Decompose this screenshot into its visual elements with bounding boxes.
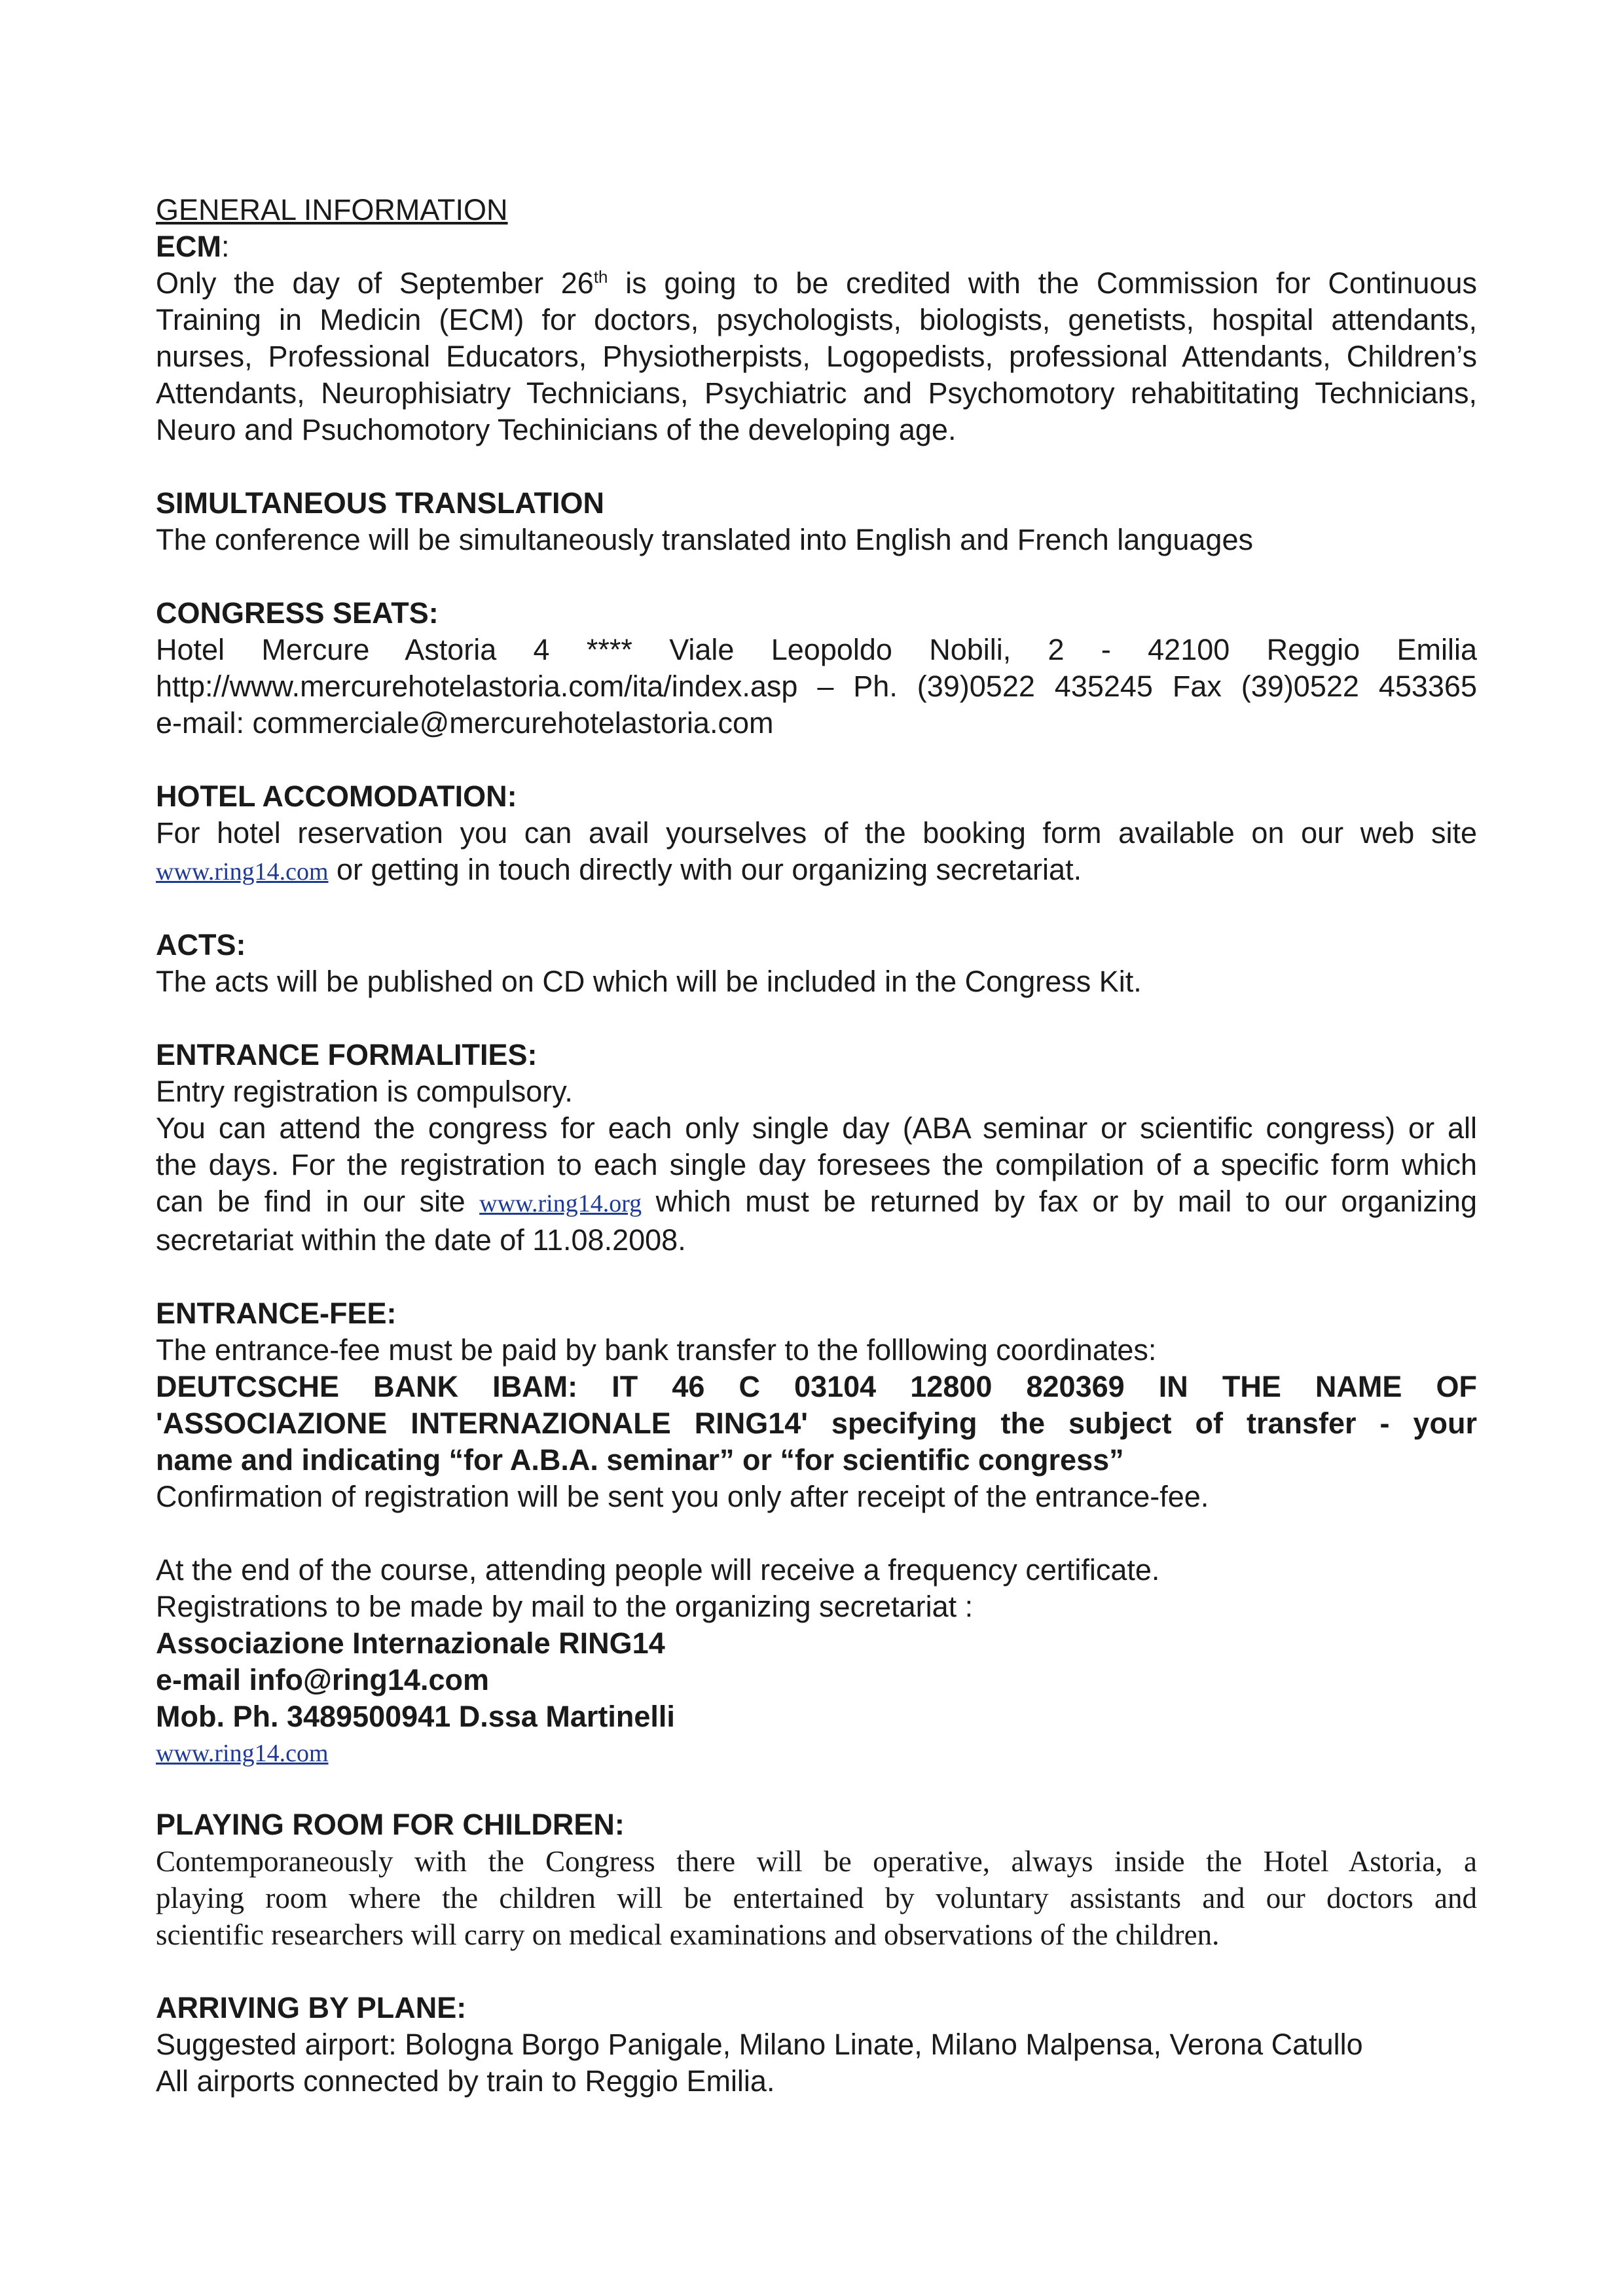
ecm-line-1 <box>156 265 1477 302</box>
hotel-line-2 <box>156 852 1477 890</box>
ecm-line-5: Neuro and Psuchomotory Techinicians of the developing age. <box>156 413 957 446</box>
translation-heading: SIMULTANEOUS TRANSLATION <box>156 486 604 520</box>
ecm-heading-line <box>156 228 1477 265</box>
entrance-line-1: Entry registration is compulsory. <box>156 1075 573 1108</box>
hotel-heading: HOTEL ACCOMODATION: <box>156 780 517 813</box>
ecm-line-3: nurses, Professional Educators, Physiotherpists, Logopedists, professional Attendants, Children’s <box>156 340 1477 373</box>
contact-link-line <box>156 1735 1477 1770</box>
hotel-line-1: For hotel reservation you can avail yourselves of the booking form available on our web site <box>156 816 1477 850</box>
acts-heading: ACTS: <box>156 928 246 961</box>
playing-room-line-2: playing room where the children will be entertained by voluntary assistants and our doctors and <box>156 1882 1477 1914</box>
translation-text: The conference will be simultaneously translated into English and French languages <box>156 523 1253 556</box>
ecm-line-1-pre: Only the day of September 26 <box>156 266 594 300</box>
contact-phone: Mob. Ph. 3489500941 D.ssa Martinelli <box>156 1700 675 1733</box>
playing-room-section <box>156 1806 1477 1953</box>
ecm-colon: : <box>221 230 230 263</box>
acts-section <box>156 927 1477 1000</box>
ecm-line-2: Training in Medicin (ECM) for doctors, psychologists, biologists, genetists, hospital attendants, <box>156 303 1477 336</box>
plane-section <box>156 1990 1477 2100</box>
entrance-line-4 <box>156 1183 1477 1222</box>
playing-room-heading: PLAYING ROOM FOR CHILDREN: <box>156 1808 625 1841</box>
certificate-section <box>156 1552 1477 1770</box>
fee-confirmation: Confirmation of registration will be sent you only after receipt of the entrance-fee. <box>156 1480 1209 1513</box>
certificate-line-2: Registrations to be made by mail to the organizing secretariat : <box>156 1590 974 1623</box>
contact-website-link[interactable]: www.ring14.com <box>156 1740 329 1767</box>
document-page <box>156 192 1477 2100</box>
plane-line-1: Suggested airport: Bologna Borgo Panigale, Milano Linate, Milano Malpensa, Verona Catullo <box>156 2028 1363 2061</box>
congress-seats-heading: CONGRESS SEATS: <box>156 596 439 630</box>
entrance-heading: ENTRANCE FORMALITIES: <box>156 1038 538 1071</box>
congress-seats-section <box>156 595 1477 742</box>
contact-email: e-mail info@ring14.com <box>156 1663 489 1696</box>
congress-seats-line-1: Hotel Mercure Astoria 4 **** Viale Leopoldo Nobili, 2 - 42100 Reggio Emilia <box>156 633 1477 666</box>
hotel-website-link[interactable]: www.ring14.com <box>156 858 329 886</box>
entrance-line-4-pre: can be find in our site <box>156 1185 480 1218</box>
hotel-section <box>156 778 1477 890</box>
playing-room-line-1: Contemporaneously with the Congress there will be operative, always inside the Hotel Astoria, a <box>156 1845 1477 1878</box>
plane-line-2: All airports connected by train to Reggio Emilia. <box>156 2064 775 2098</box>
certificate-line-1: At the end of the course, attending people will receive a frequency certificate. <box>156 1553 1160 1587</box>
general-information-title: GENERAL INFORMATION <box>156 193 508 226</box>
entrance-section <box>156 1037 1477 1259</box>
ecm-heading: ECM <box>156 230 221 263</box>
entrance-line-5: secretariat within the date of 11.08.2008. <box>156 1223 686 1257</box>
entrance-line-4-post: which must be returned by fax or by mail to our organizing <box>642 1185 1477 1218</box>
fee-heading: ENTRANCE-FEE: <box>156 1297 397 1330</box>
contact-organization: Associazione Internazionale RING14 <box>156 1626 665 1660</box>
congress-seats-line-2: http://www.mercurehotelastoria.com/ita/index.asp – Ph. (39)0522 435245 Fax (39)0522 453365 <box>156 670 1477 703</box>
ecm-line-1-post: is going to be credited with the Commission for Continuous <box>608 266 1477 300</box>
translation-section <box>156 485 1477 558</box>
fee-bank-line-2: 'ASSOCIAZIONE INTERNAZIONALE RING14' specifying the subject of transfer - your <box>156 1407 1477 1440</box>
ecm-line-1-sup: th <box>593 267 608 287</box>
ecm-line-4: Attendants, Neurophisiatry Technicians, Psychiatric and Psychomotory rehabititating Technicians, <box>156 376 1477 410</box>
fee-line-1: The entrance-fee must be paid by bank transfer to the folllowing coordinates: <box>156 1333 1157 1367</box>
hotel-line-2-text: or getting in touch directly with our organizing secretariat. <box>328 853 1082 886</box>
playing-room-line-3: scientific researchers will carry on medical examinations and observations of the children. <box>156 1918 1220 1951</box>
entrance-line-3: the days. For the registration to each single day foresees the compilation of a specific form which <box>156 1148 1477 1181</box>
fee-section <box>156 1295 1477 1515</box>
congress-seats-email: e-mail: commerciale@mercurehotelastoria.com <box>156 706 774 740</box>
acts-text: The acts will be published on CD which will be included in the Congress Kit. <box>156 965 1142 998</box>
general-information-section <box>156 192 1477 448</box>
plane-heading: ARRIVING BY PLANE: <box>156 1991 467 2024</box>
entrance-line-2: You can attend the congress for each only single day (ABA seminar or scientific congress) or all <box>156 1111 1477 1145</box>
fee-bank-line-3: name and indicating “for A.B.A. seminar” or “for scientific congress” <box>156 1443 1124 1477</box>
fee-bank-line-1: DEUTCSCHE BANK IBAM: IT 46 C 03104 12800 820369 IN THE NAME OF <box>156 1370 1477 1403</box>
entrance-website-link[interactable]: www.ring14.org <box>479 1190 642 1217</box>
